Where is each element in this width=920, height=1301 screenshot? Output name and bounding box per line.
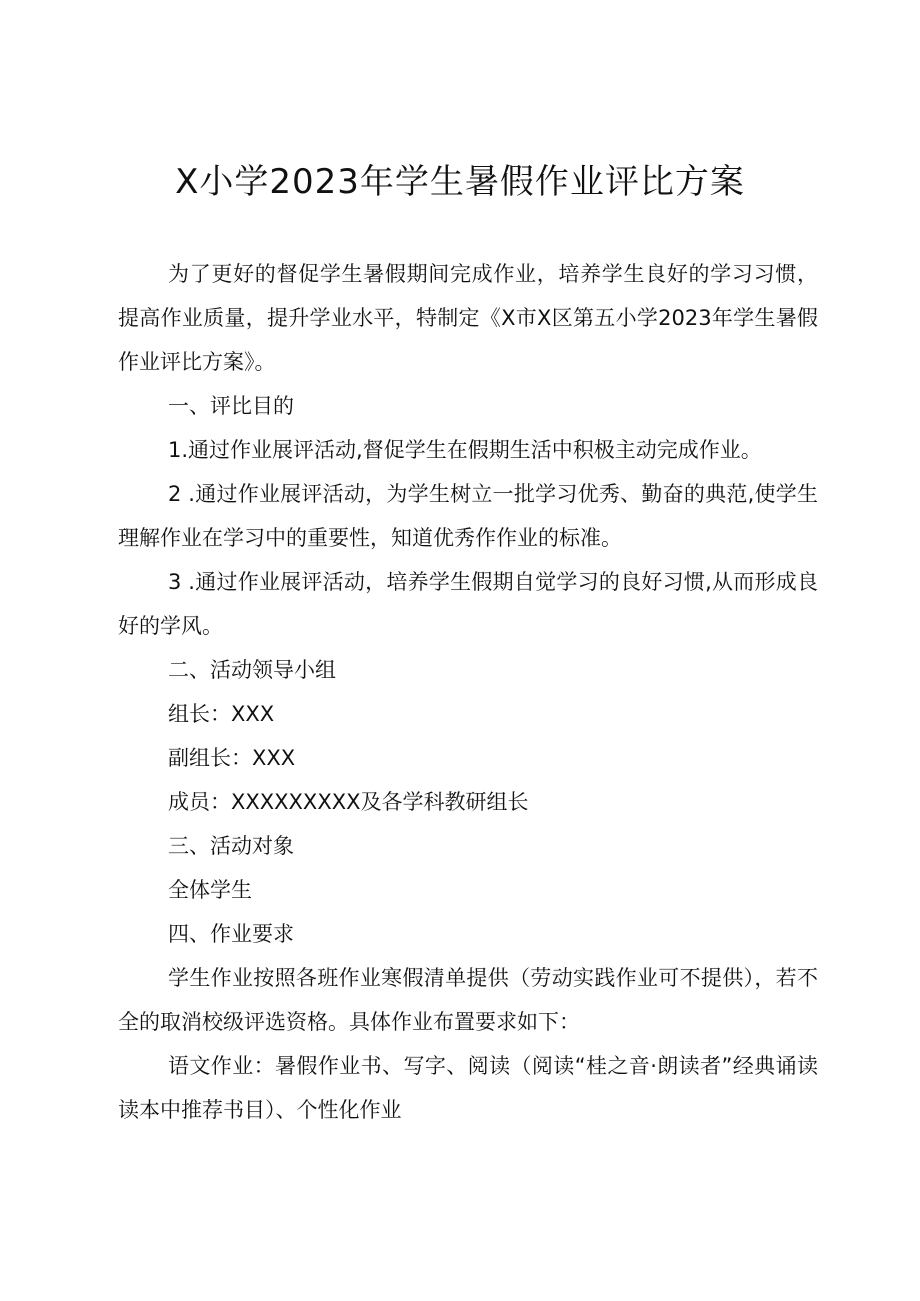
target-line: 全体学生	[168, 878, 252, 902]
list-item: 3 .通过作业展评活动，培养学生假期自觉学习的良好习惯,从而形成良好的学风。	[118, 570, 818, 638]
leader-line: 组长：XXX	[168, 702, 275, 726]
intro-paragraph: 为了更好的督促学生暑假期间完成作业，培养学生良好的学习习惯，提高作业质量，提升学业水平，特制定《X市X区第五小学2023年学生暑假作业评比方案》。	[118, 262, 818, 374]
chinese-homework-paragraph: 语文作业：暑假作业书、写字、阅读（阅读“桂之音·朗读者”经典诵读读本中推荐书目）、个性化作业	[118, 1054, 818, 1122]
document-body	[118, 252, 818, 1132]
list-item: 2 .通过作业展评活动，为学生树立一批学习优秀、勤奋的典范,使学生理解作业在学习中的重要性，知道优秀作作业的标准。	[118, 482, 818, 550]
section-heading-1: 一、评比目的	[168, 394, 294, 418]
section-heading-2: 二、活动领导小组	[168, 658, 336, 682]
deputy-leader-line: 副组长：XXX	[168, 746, 296, 770]
section-heading-4: 四、作业要求	[168, 922, 294, 946]
requirements-paragraph: 学生作业按照各班作业寒假清单提供（劳动实践作业可不提供），若不全的取消校级评选资格。具体作业布置要求如下：	[118, 966, 818, 1034]
list-item: 1.通过作业展评活动,督促学生在假期生活中积极主动完成作业。	[168, 438, 762, 462]
document-title: X小学2023年学生暑假作业评比方案	[175, 162, 745, 202]
members-line: 成员：XXXXXXXXX及各学科教研组长	[168, 790, 529, 814]
section-heading-3: 三、活动对象	[168, 834, 294, 858]
